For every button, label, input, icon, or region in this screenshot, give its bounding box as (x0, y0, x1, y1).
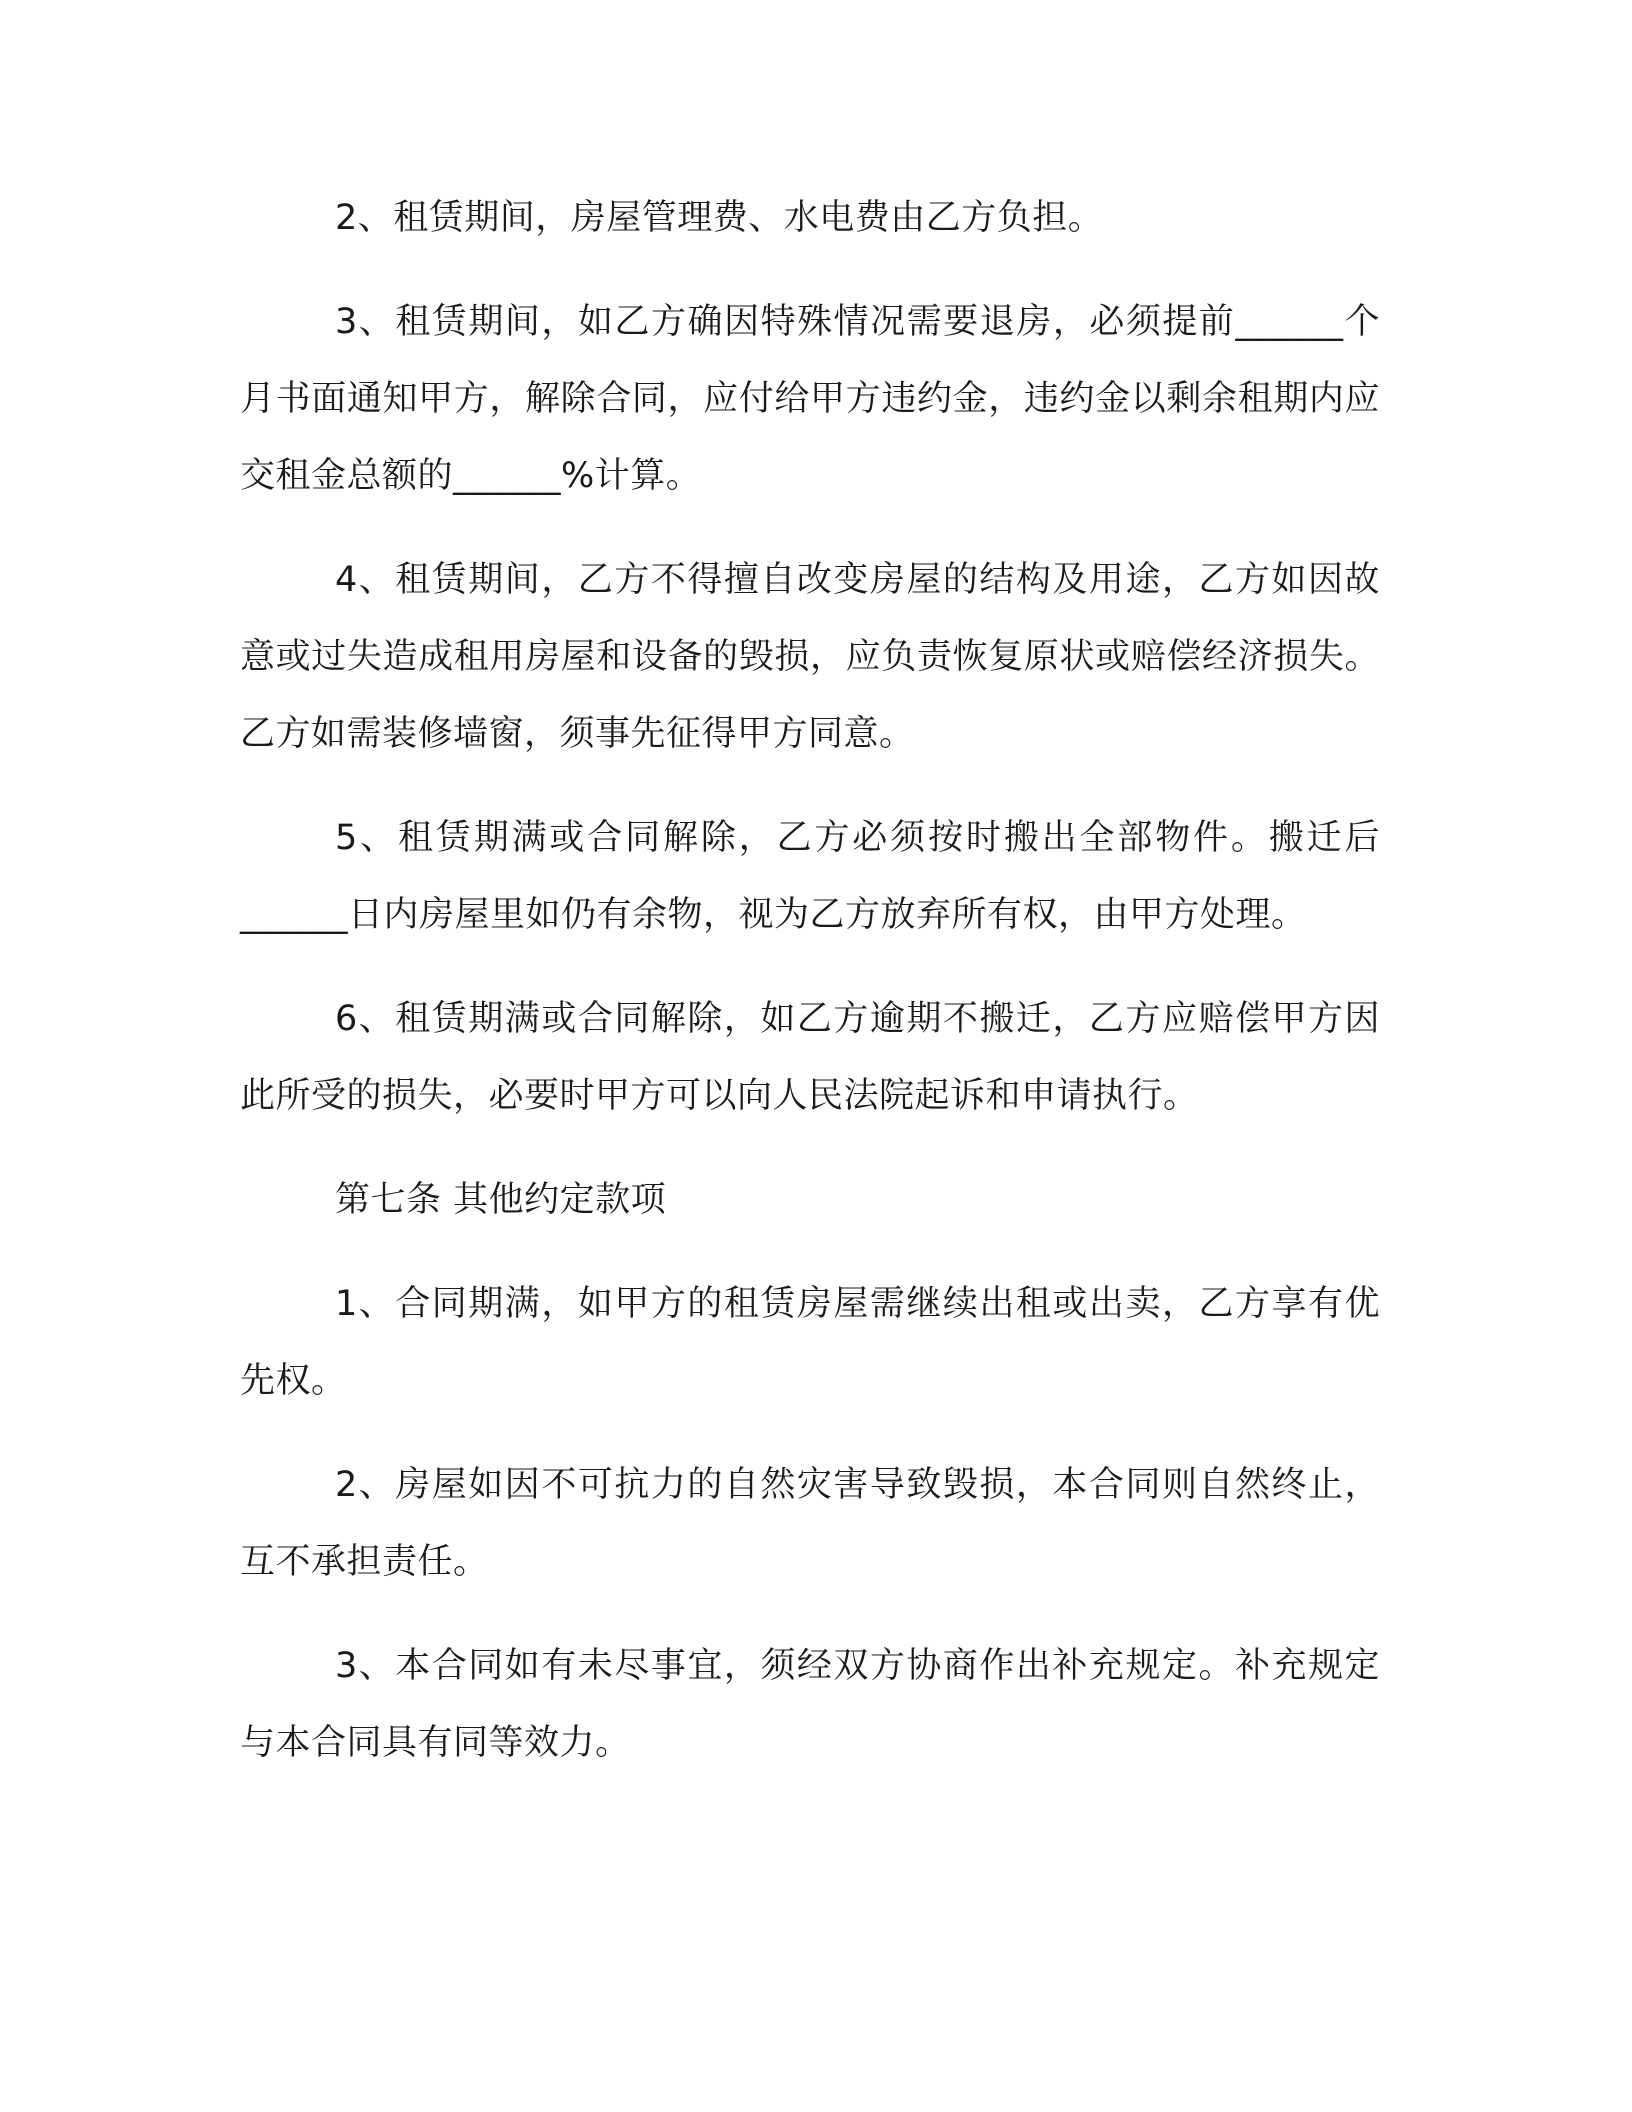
section-heading: 第七条 其他约定款项 (335, 1180, 667, 1220)
clause-4-paragraph: 4、租赁期间，乙方不得擅自改变房屋的结构及用途，乙方如因故意或过失造成租用房屋和设备的毁损，应负责恢复原状或赔偿经济损失。乙方如需装修墙窗，须事先征得甲方同意。 (240, 560, 1380, 754)
clause-2-paragraph: 2、租赁期间，房屋管理费、水电费由乙方负担。 (335, 198, 1104, 238)
section-clause-3-paragraph: 3、本合同如有未尽事宜，须经双方协商作出补充规定。补充规定与本合同具有同等效力。 (240, 1646, 1380, 1763)
clause-3-paragraph: 3、租赁期间，如乙方确因特殊情况需要退房，必须提前______个月书面通知甲方，解除合同，应付给甲方违约金，违约金以剩余租期内应交租金总额的______%计算。 (240, 302, 1380, 496)
clause-5-paragraph: 5、租赁期满或合同解除，乙方必须按时搬出全部物件。搬迁后______日内房屋里如仍有余物，视为乙方放弃所有权，由甲方处理。 (240, 818, 1380, 935)
section-clause-1-paragraph: 1、合同期满，如甲方的租赁房屋需继续出租或出卖，乙方享有优先权。 (240, 1284, 1380, 1401)
clause-6-paragraph: 6、租赁期满或合同解除，如乙方逾期不搬迁，乙方应赔偿甲方因此所受的损失，必要时甲方可以向人民法院起诉和申请执行。 (240, 999, 1380, 1116)
section-clause-2-paragraph: 2、房屋如因不可抗力的自然灾害导致毁损，本合同则自然终止，互不承担责任。 (240, 1465, 1380, 1582)
document-body (240, 180, 1380, 1809)
